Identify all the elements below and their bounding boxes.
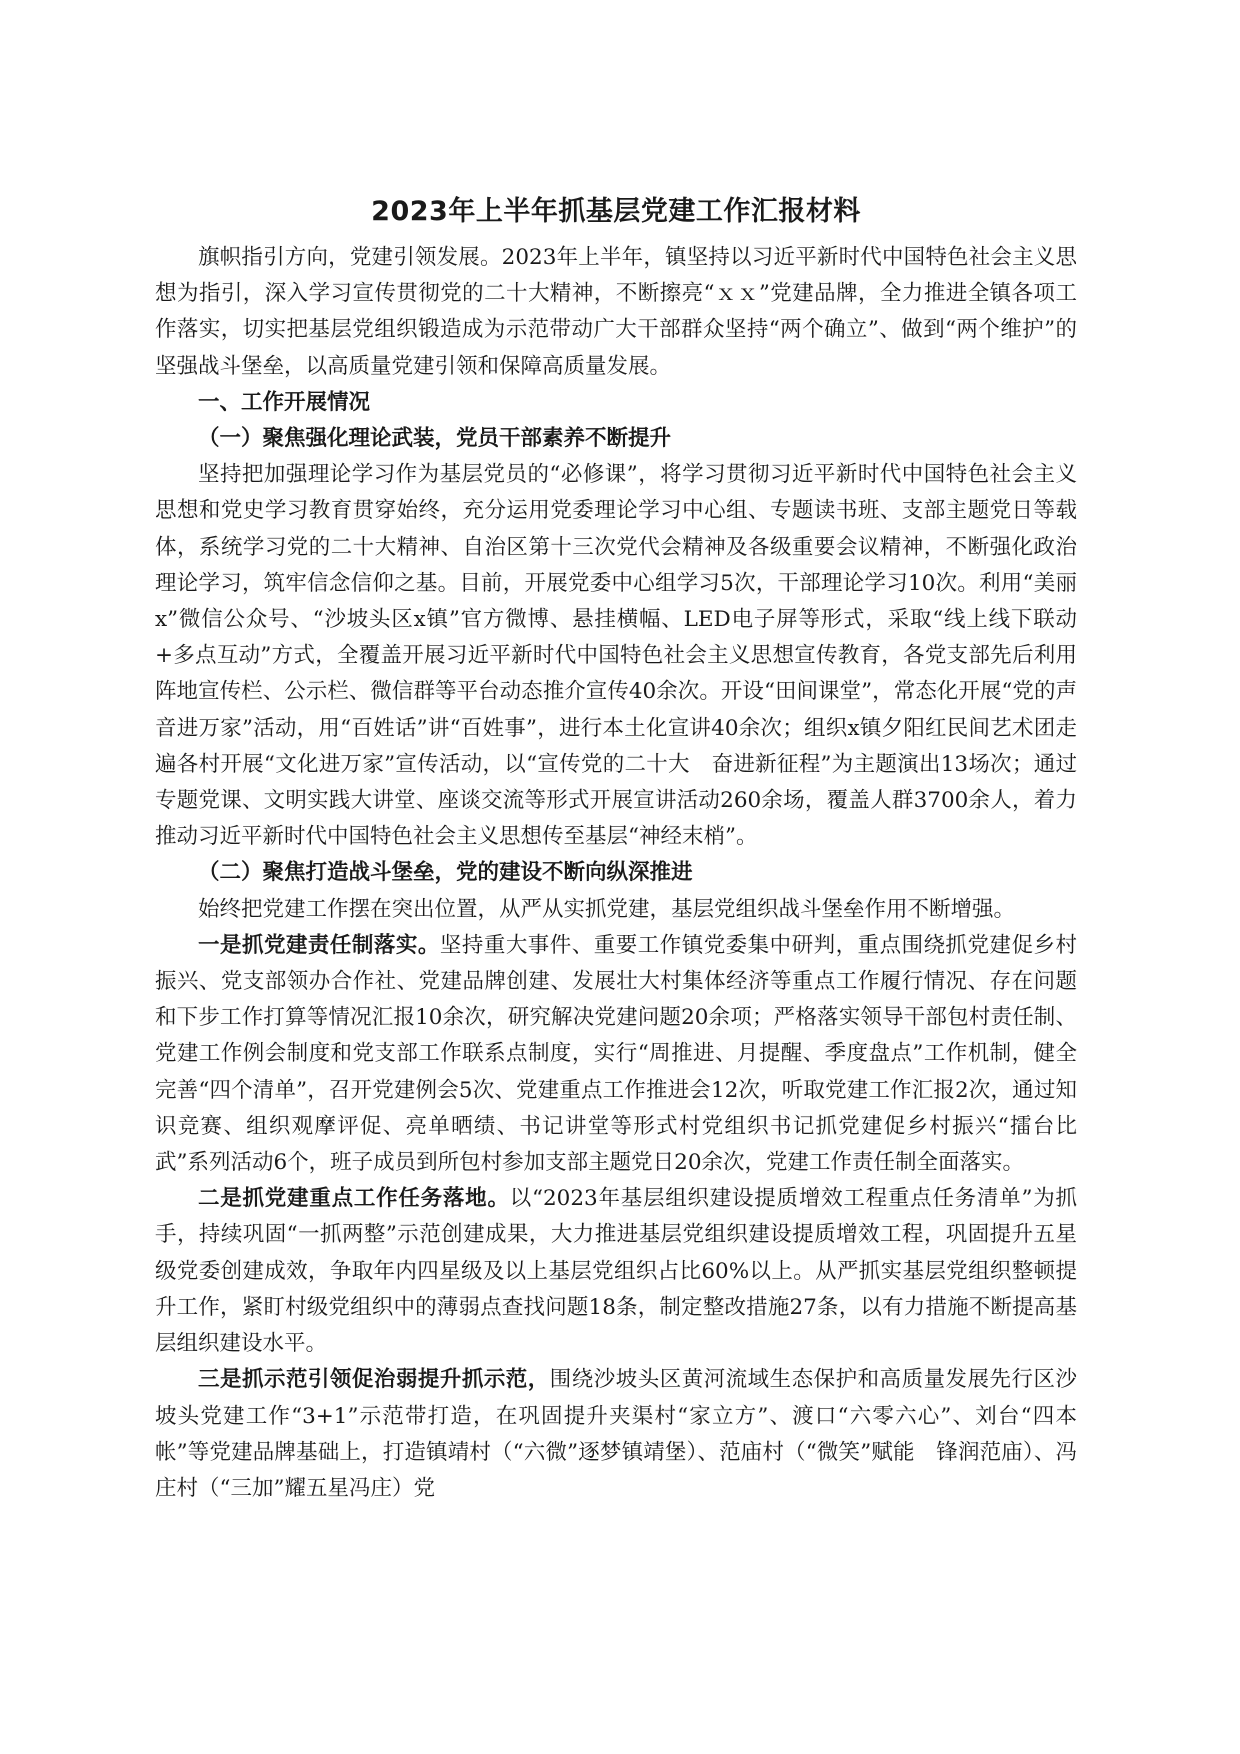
section-heading-work-progress: 一、工作开展情况 — [198, 389, 371, 415]
subsection-heading-theory: （一）聚焦强化理论武装，党员干部素养不断提升 — [198, 426, 672, 452]
item-responsibility-body: 坚持重大事件、重要工作镇党委集中研判，重点围绕抓党建促乡村振兴、党支部领办合作社、党建品牌创建、发展壮大村集体经济等重点工作履行情况、存在问题和下步工作打算等情况汇报10余次，研究解决党建问题20余项；严格落实领导干部包村责任制、党建工作例会制度和党支部工作联系点制度，实行“周推进、月提醒、季度盘点”工作机制，健全完善“四个清单”，召开党建例会5次、党建重点工作推进会12次，听取党建工作汇报2次，通过知识竞赛、组织观摩评促、亮单晒绩、书记讲堂等形式村党组织书记抓党建促乡村振兴“擂台比武”系列活动6个，班子成员到所包村参加支部主题党日20余次，党建工作责任制全面落实。 — [155, 932, 1077, 1176]
theory-paragraph: 坚持把加强理论学习作为基层党员的“必修课”，将学习贯彻习近平新时代中国特色社会主义思想和党史学习教育贯穿始终，充分运用党委理论学习中心组、专题读书班、支部主题党日等载体，系统学习党的二十大精神、自治区第十三次党代会精神及各级重要会议精神，不断强化政治理论学习，筑牢信念信仰之基。目前，开展党委中心组学习5次，干部理论学习10次。利用“美丽x”微信公众号、“沙坡头区x镇”官方微博、悬挂横幅、LED电子屏等形式，采取“线上线下联动+多点互动”方式，全覆盖开展习近平新时代中国特色社会主义思想宣传教育，各党支部先后利用阵地宣传栏、公示栏、微信群等平台动态推介宣传40余次。开设“田间课堂”，常态化开展“党的声音进万家”活动，用“百姓话”讲“百姓事”，进行本土化宣讲40余次；组织x镇夕阳红民间艺术团走遍各村开展“文化进万家”宣传活动，以“宣传党的二十大 奋进新征程”为主题演出13场次；通过专题党课、文明实践大讲堂、座谈交流等形式开展宣讲活动260余场，覆盖人群3700余人，着力推动习近平新时代中国特色社会主义思想传至基层“神经末梢”。 — [155, 462, 1077, 850]
item-responsibility-lead: 一是抓党建责任制落实。 — [198, 932, 440, 958]
subsection-heading-fortress: （二）聚焦打造战斗堡垒，党的建设不断向纵深推进 — [198, 860, 693, 886]
item-demonstration-paragraph — [155, 1362, 1077, 1507]
item-key-tasks-body: 以“2023年基层组织建设提质增效工程重点任务清单”为抓手，持续巩固“一抓两整”示范创建成果，大力推进基层党组织建设提质增效工程，巩固提升五星级党委创建成效，争取年内四星级及以上基层党组织占比60%以上。从严抓实基层党组织整顿提升工作，紧盯村级党组织中的薄弱点查找问题18条，制定整改措施27条，以有力措施不断提高基层组织建设水平。 — [155, 1186, 1077, 1357]
document-page — [155, 192, 1077, 1507]
item-demonstration-body: 围绕沙坡头区黄河流域生态保护和高质量发展先行区沙坡头党建工作“3+1”示范带打造，在巩固提升夹渠村“家立方”、渡口“六零六心”、刘台“四本帐”等党建品牌基础上，打造镇靖村（“六微”逐梦镇靖堡）、范庙村（“微笑”赋能 锋润范庙）、冯庄村（“三加”耀五星冯庄）党 — [155, 1367, 1077, 1501]
fortress-paragraph: 始终把党建工作摆在突出位置，从严从实抓党建，基层党组织战斗堡垒作用不断增强。 — [198, 896, 1016, 922]
item-key-tasks-paragraph — [155, 1181, 1077, 1362]
intro-paragraph: 旗帜指引方向，党建引领发展。2023年上半年，镇坚持以习近平新时代中国特色社会主义思想为指引，深入学习宣传贯彻党的二十大精神，不断擦亮“ｘｘ”党建品牌，全力推进全镇各项工作落实，切实把基层党组织锻造成为示范带动广大干部群众坚持“两个确立”、做到“两个维护”的坚强战斗堡垒，以高质量党建引领和保障高质量发展。 — [155, 245, 1077, 379]
document-title: 2023年上半年抓基层党建工作汇报材料 — [371, 196, 861, 227]
item-responsibility-paragraph — [155, 928, 1077, 1181]
item-key-tasks-lead: 二是抓党建重点工作任务落地。 — [198, 1186, 510, 1212]
item-demonstration-lead: 三是抓示范引领促治弱提升抓示范， — [198, 1367, 550, 1393]
